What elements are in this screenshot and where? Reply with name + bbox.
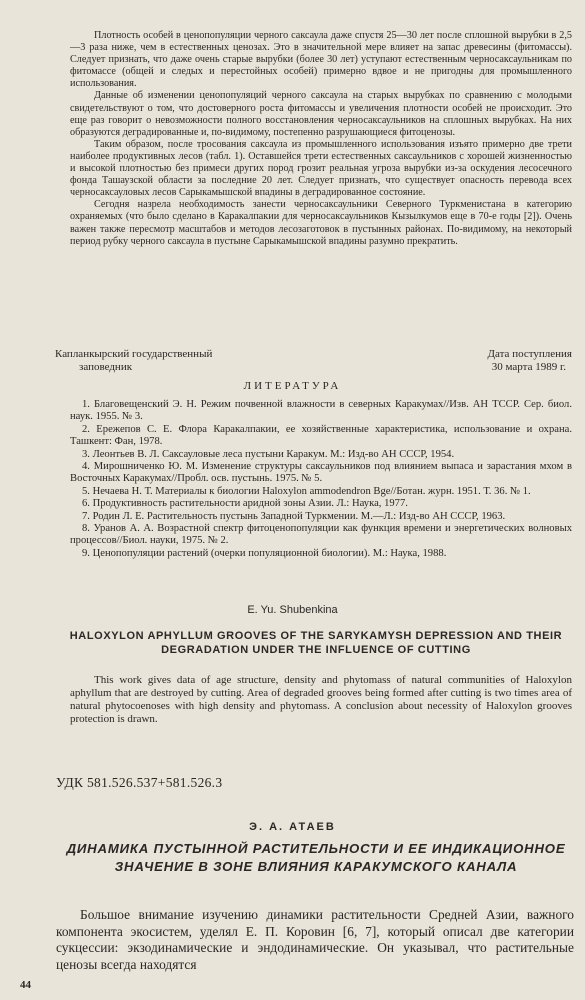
received-value: 30 марта 1989 г.: [491, 361, 566, 373]
reference-item: 5. Нечаева Н. Т. Материалы к биологии Haloxylon ammodendron Bge//Ботан. журн. 1951. Т. 36. № 1.: [82, 485, 531, 497]
paragraph: Сегодня назрела необходимость занести черносаксаульники Северного Туркменистана в категорию охраняемых (что было сделано в Каракалпакии для черносаксаульников Кызылкумов еще в 70-е годы [2]). Очень важен также пересмотр масштабов и методов лесозаготовок в пустынных районах. По-видимому, на некоторый период рубку черного саксаула в пустыне Сарыкамышской впадины разумно прекратить.: [70, 199, 572, 247]
reference-item: 9. Ценопопуляции растений (очерки популяционной биологии). М.: Наука, 1988.: [82, 547, 447, 559]
institution: [55, 348, 212, 374]
reference-item: 4. Мирошниченко Ю. М. Изменение структуры саксаульников под влиянием выпаса и зарастания мхом в Восточных Каракумах//Пробл. осв. пустынь. 1975. № 5.: [70, 461, 572, 485]
reference-item: 6. Продуктивность растительности аридной зоны Азии. Л.: Наука, 1977.: [82, 498, 408, 510]
paragraph: Плотность особей в ценопопуляции черного саксаула даже спустя 25—30 лет после сплошной вырубки в 2,5—3 раза ниже, чем в естественных ценозах. Это в значительной мере влияет на запас древесины (фитомассы). Следует признать, что даже очень старые вырубки (более 30 лет) уступают естественным черносаксаульникам по фитомассе (общей и следых и перестойных особей) примерно вдвое и не пригодны для промышленного использования.: [70, 30, 572, 90]
reference-item: 7. Родин Л. Е. Растительность пустынь Западной Туркмении. М.—Л.: Изд-во АН СССР, 1963.: [82, 510, 506, 522]
reference-item: 1. Благовещенский Э. Н. Режим почвенной влажности в северных Каракумах//Изв. АН ТССР. Сер. биол. наук. 1955. № 3.: [70, 399, 572, 423]
english-abstract: This work gives data of age structure, density and phytomass of natural communities of Haloxylon aphyllum that are destroyed by cutting. Area of degraded grooves being formed after cutting is two times area of natural phytocoenoses with high density and phytomass. A conclusion about necessity of Haloxylon grooves protection is drawn.: [70, 674, 572, 725]
english-summary-author: E. Yu. Shubenkina: [247, 604, 338, 616]
received-label: Дата поступления: [487, 348, 572, 360]
english-summary-title: HALOXYLON APHYLLUM GROOVES OF THE SARYKAMYSH DEPRESSION AND THEIR DEGRADATION UNDER THE INFLUENCE OF CUTTING: [69, 630, 563, 656]
literature-heading: ЛИТЕРАТУРА: [243, 380, 342, 392]
paragraph: Данные об изменении ценопопуляций черного саксаула на старых вырубках по сравнению с молодыми свидетельствуют о том, что достоверного роста фитомассы и увеличения плотности особей не происходит. Это еще раз говорит о невозможности полного восстановления черносаксаульников на сплошных вырубках. На них образуются деградированные и, по-видимому, постепенно разрушающиеся фитоценозы.: [70, 90, 572, 138]
article-conclusion-text: [70, 30, 572, 248]
udk-code: УДК 581.526.537+581.526.3: [56, 775, 223, 790]
article-title: ДИНАМИКА ПУСТЫННОЙ РАСТИТЕЛЬНОСТИ И ЕЕ ИНДИКАЦИОННОЕ ЗНАЧЕНИЕ В ЗОНЕ ВЛИЯНИЯ КАРАКУМСКОГО КАНАЛА: [66, 841, 566, 874]
reference-item: 3. Леонтьев В. Л. Саксауловые леса пустыни Каракум. М.: Изд-во АН СССР, 1954.: [82, 448, 455, 460]
reference-list: [70, 399, 572, 560]
article-body: Большое внимание изучению динамики растительности Средней Азии, важного компонента экосистем, уделял Е. П. Коровин [6, 7], который описал две категории сукцессии: экзодинамические и эндодинамические. Он указывал, что растительные ценозы всегда находятся: [56, 907, 574, 972]
article-author: Э. А. АТАЕВ: [249, 821, 336, 833]
received-date: [488, 348, 572, 374]
page-number: 44: [20, 979, 31, 991]
reference-item: 2. Ережепов С. Е. Флора Каракалпакии, ее хозяйственные характеристика, использование и охрана. Ташкент: Фан, 1978.: [70, 423, 572, 448]
institution-line: Капланкырский государственный: [55, 348, 213, 360]
reference-item: 8. Уранов А. А. Возрастной спектр фитоценопопуляции как функция времени и энергетических волновых процессов//Биол. науки, 1975. № 2.: [70, 523, 572, 547]
paragraph: Таким образом, после тросования саксаула из промышленного использования изъято примерно две трети наиболее продуктивных лесов (табл. 1). Оставшейся трети естественных саксаульников с хорошей жизненностью и высокой плотностью без примеси других пород грозит реальная угроза вырубки из-за оскудения лесосечного фонда Ташаузской области за последние 20 лет. Следует признать, что существует опасность перевода всех черносаксауловых лесов Сарыкамышской впадины в деградированное состояние.: [70, 138, 572, 199]
institution-line: заповедник: [79, 361, 133, 373]
